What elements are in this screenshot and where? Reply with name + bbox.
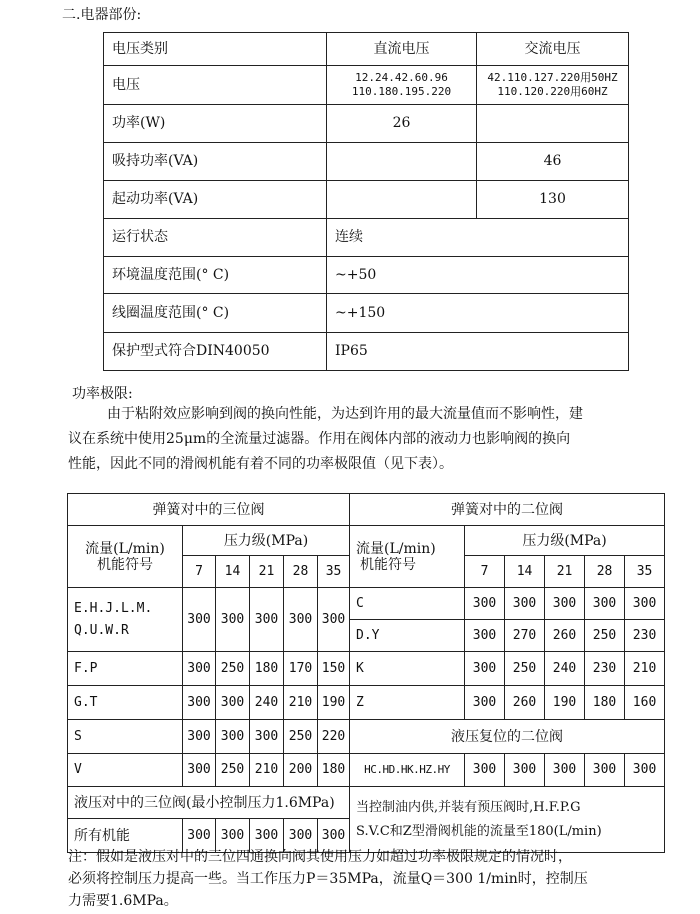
pressure-tick: 35 [625,556,665,588]
table-cell: 190 [318,686,350,720]
table-cell: 300 [216,686,250,720]
power-label: 功率(W) [104,105,327,143]
table-cell: 300 [216,720,250,754]
table-cell: 300 [183,819,216,853]
table-cell: 210 [250,754,284,787]
duty-label: 运行状态 [104,219,327,257]
table-cell: 170 [284,652,318,686]
table-row-label: S [68,720,183,754]
ac-voltage-line: 110.120.220用60HZ [497,85,608,98]
note-line: 力需要1.6MPa。 [68,893,178,909]
table-cell: 300 [465,686,505,720]
table-cell: 300 [465,754,505,787]
pressure-tick: 28 [284,556,318,588]
left-section-title: 弹簧对中的三位阀 [68,494,350,526]
power-limit-line: 由于粘附效应影响到阀的换向性能，为达到许用的最大流量值而不影响性，建 [107,406,583,422]
table-row-label: Z [350,686,465,720]
table-cell: 300 [183,754,216,787]
protection-label: 保护型式符合DIN40050 [104,333,327,371]
voltage-label: 电压 [104,66,327,105]
table-cell: 230 [625,620,665,652]
table-row-label: F.P [68,652,183,686]
table-cell: 230 [585,652,625,686]
table-cell: 250 [284,720,318,754]
table-cell: 250 [216,652,250,686]
right-flow-func-header [350,526,465,588]
hold-power-ac-value: 46 [477,143,629,181]
table-cell: 300 [183,652,216,686]
section-heading: 二.电器部份: [62,7,142,23]
pilot-note [350,787,665,853]
ambient-temp-label: 环境温度范围(° C) [104,257,327,294]
row-label-line: E.H.J.L.M. [74,600,153,616]
table-cell: 220 [318,720,350,754]
table-cell: 300 [585,754,625,787]
table-cell: 300 [250,588,284,652]
empty-cell [327,181,477,219]
right-section-title: 弹簧对中的二位阀 [350,494,665,526]
table-cell: 190 [545,686,585,720]
all-functions-label: 所有机能 [68,819,183,853]
header-voltage-type: 电压类别 [104,33,327,66]
table-row-label: HC.HD.HK.HZ.HY [350,754,465,787]
table-cell: 300 [183,686,216,720]
start-power-label: 起动功率(VA) [104,181,327,219]
pressure-tick: 35 [318,556,350,588]
func-label: 机能符号 [360,556,417,573]
table-cell: 160 [625,686,665,720]
table-cell: 300 [545,754,585,787]
hydraulic-2pos-title: 液压复位的二位阀 [350,720,665,754]
power-dc-value: 26 [327,105,477,143]
row-label-line: Q.U.W.R [74,622,129,638]
table-cell: 260 [505,686,545,720]
table-cell: 300 [183,720,216,754]
protection-value: IP65 [327,333,629,371]
table-cell: 300 [318,819,350,853]
table-cell: 300 [318,588,350,652]
table-cell: 210 [625,652,665,686]
table-cell: 250 [216,754,250,787]
note-line: 注：假如是液压对中的三位四通换向阀其使用压力如超过功率极限规定的情况时， [68,849,572,865]
table-cell: 300 [250,720,284,754]
table-cell: 180 [250,652,284,686]
table-row-label [68,588,183,652]
table-cell: 300 [183,588,216,652]
table-cell: 300 [625,588,665,620]
pressure-tick: 7 [465,556,505,588]
coil-temp-label: 线圈温度范围(° C) [104,294,327,333]
table-cell: 300 [585,588,625,620]
dc-voltage-line: 110.180.195.220 [351,85,452,98]
table-cell: 300 [625,754,665,787]
dc-voltage-values [327,66,477,105]
pressure-tick: 21 [545,556,585,588]
hold-power-label: 吸持功率(VA) [104,143,327,181]
table-row-label: C [350,588,465,620]
ambient-temp-value: ~+50 [327,257,629,294]
table-cell: 300 [250,819,284,853]
table-cell: 300 [216,819,250,853]
table-cell: 240 [545,652,585,686]
pilot-note-line: S.V.C和Z型滑阀机能的流量至180(L/min) [356,823,602,839]
pressure-tick: 28 [585,556,625,588]
pressure-tick: 14 [216,556,250,588]
power-limit-table [67,493,665,853]
table-row-label: D.Y [350,620,465,652]
pressure-tick: 21 [250,556,284,588]
table-row-label: V [68,754,183,787]
pressure-tick: 7 [183,556,216,588]
left-flow-func-header [68,526,183,588]
table-row-label: K [350,652,465,686]
empty-cell [327,143,477,181]
ac-voltage-line: 42.110.127.220用50HZ [487,71,618,84]
table-cell: 240 [250,686,284,720]
hydraulic-3pos-title: 液压对中的三位阀(最小控制压力1.6MPa) [68,787,350,819]
table-cell: 300 [284,588,318,652]
table-cell: 300 [216,588,250,652]
header-dc: 直流电压 [327,33,477,66]
power-limit-line: 议在系统中使用25μm的全流量过滤器。作用在阀体内部的液动力也影响阀的换向 [68,431,571,447]
note-line: 必须将控制压力提高一些。当工作压力P＝35MPa，流量Q＝300 1/min时，控制压 [68,871,588,887]
table-cell: 260 [545,620,585,652]
table-cell: 300 [465,588,505,620]
coil-temp-value: ~+150 [327,294,629,333]
left-pressure-header: 压力级(MPa) [183,526,350,556]
table-cell: 180 [318,754,350,787]
table-cell: 300 [545,588,585,620]
electrical-table [103,32,629,371]
table-row-label: G.T [68,686,183,720]
ac-voltage-values [477,66,629,105]
table-cell: 300 [465,620,505,652]
power-limit-line: 性能，因此不同的滑阀机能有着不同的功率极限值（见下表）。 [68,456,453,472]
pressure-tick: 14 [505,556,545,588]
pilot-note-line: 当控制油内供,并装有预压阀时,H.F.P.G [356,799,581,815]
table-cell: 300 [465,652,505,686]
table-cell: 180 [585,686,625,720]
table-cell: 150 [318,652,350,686]
dc-voltage-line: 12.24.42.60.96 [355,71,448,84]
empty-cell [477,105,629,143]
table-cell: 300 [505,754,545,787]
power-limit-title: 功率极限: [72,386,133,402]
duty-value: 连续 [327,219,629,257]
flow-label: 流量(L/min) [85,540,165,557]
table-cell: 250 [585,620,625,652]
start-power-ac-value: 130 [477,181,629,219]
table-cell: 300 [505,588,545,620]
func-label: 机能符号 [97,556,153,573]
header-ac: 交流电压 [477,33,629,66]
table-cell: 200 [284,754,318,787]
table-cell: 300 [284,819,318,853]
flow-label: 流量(L/min) [356,540,436,557]
right-pressure-header: 压力级(MPa) [465,526,665,556]
table-cell: 270 [505,620,545,652]
table-cell: 250 [505,652,545,686]
table-cell: 210 [284,686,318,720]
